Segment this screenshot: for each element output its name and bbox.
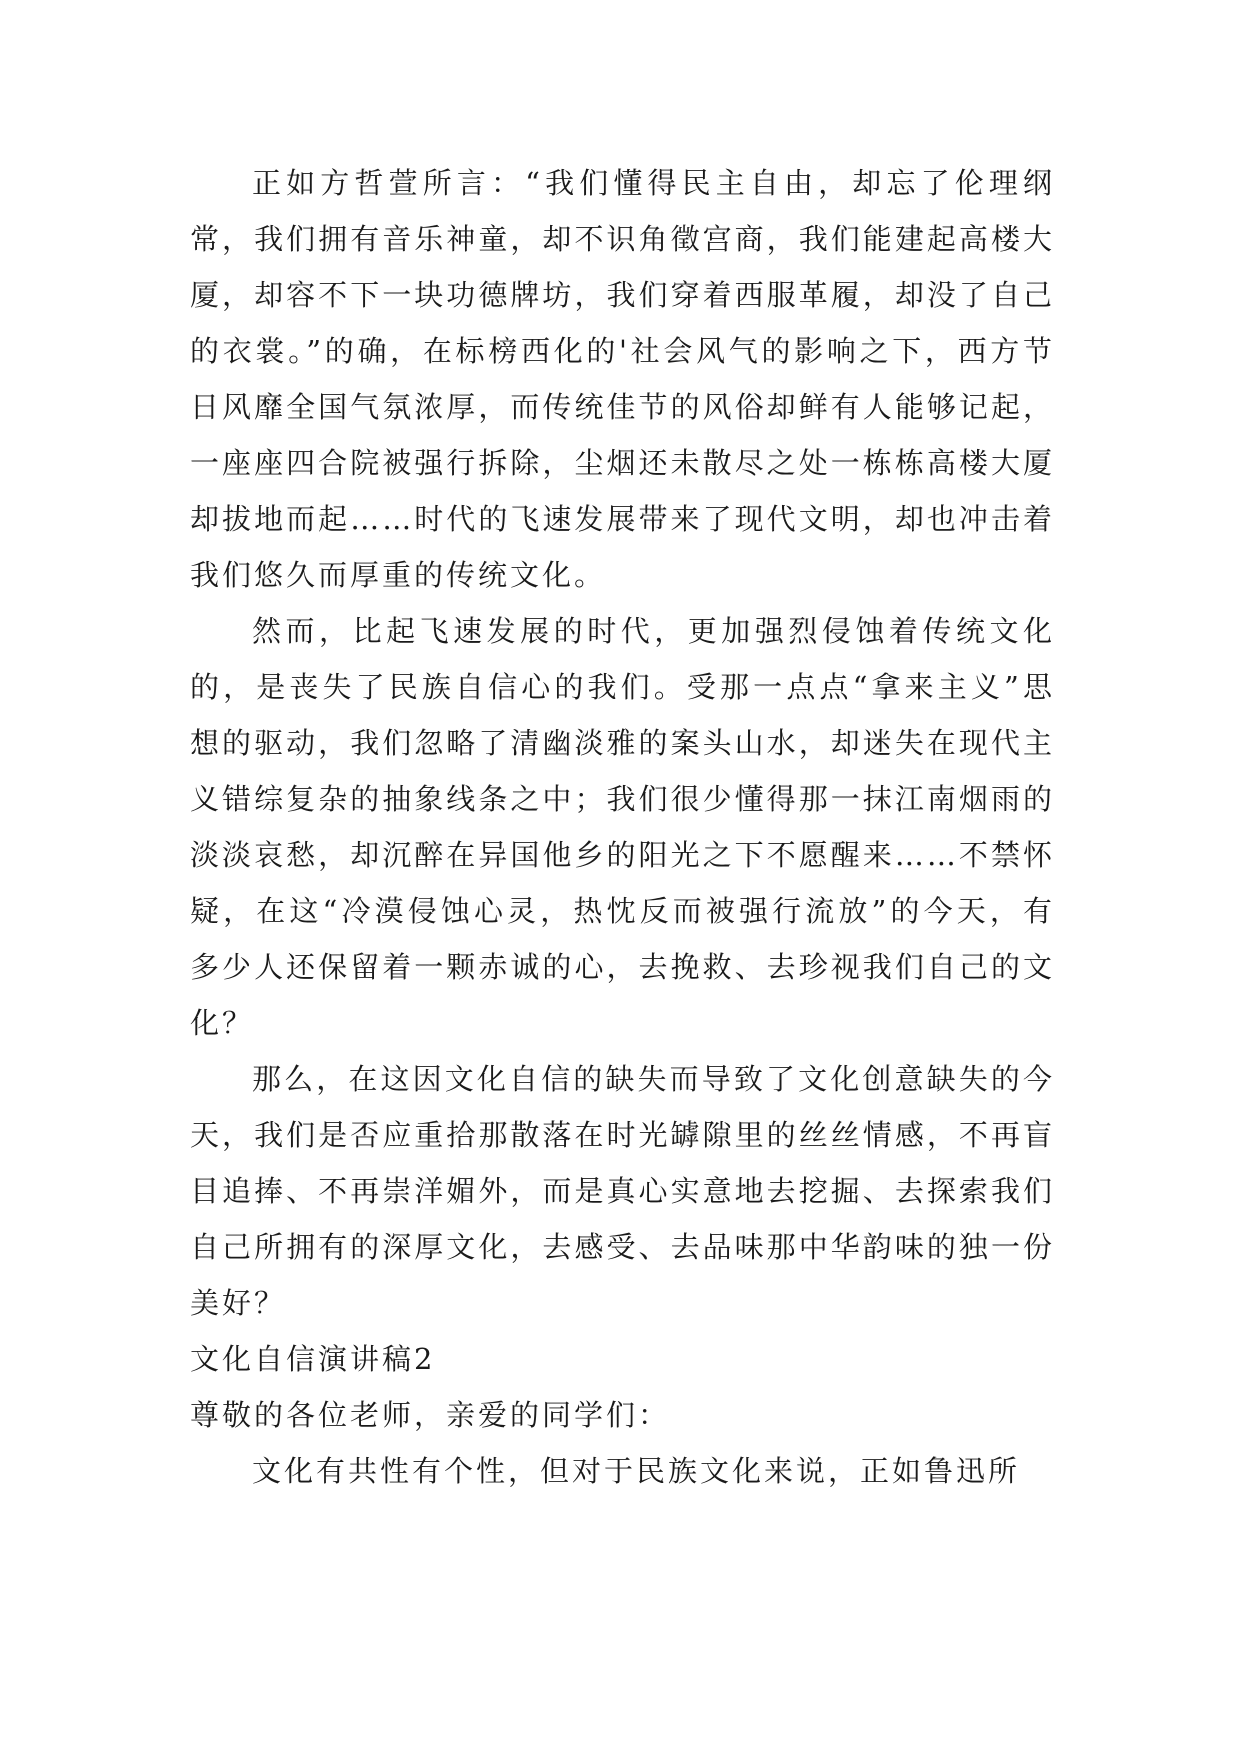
paragraph-3: 那么，在这因文化自信的缺失而导致了文化创意缺失的今天，我们是否应重拾那散落在时光罅隙里的丝丝情感，不再盲目追捧、不再崇洋媚外，而是真心实意地去挖掘、去探索我们自己所拥有的深厚文化，去感受、去品味那中华韵味的独一份美好？: [190, 1062, 1055, 1320]
document-page: [190, 155, 1055, 1499]
paragraph-1: 正如方哲萱所言：“我们懂得民主自由，却忘了伦理纲常，我们拥有音乐神童，却不识角徵宫商，我们能建起高楼大厦，却容不下一块功德牌坊，我们穿着西服革履，却没了自己的衣裳。”的确，在标榜西化的'社会风气的影响之下，西方节日风靡全国气氛浓厚，而传统佳节的风俗却鲜有人能够记起，一座座四合院被强行拆除，尘烟还未散尽之处一栋栋高楼大厦却拔地而起……时代的飞速发展带来了现代文明，却也冲击着我们悠久而厚重的传统文化。: [190, 166, 1055, 592]
paragraph-2: 然而，比起飞速发展的时代，更加强烈侵蚀着传统文化的，是丧失了民族自信心的我们。受那一点点“拿来主义”思想的驱动，我们忽略了清幽淡雅的案头山水，却迷失在现代主义错综复杂的抽象线条之中；我们很少懂得那一抹江南烟雨的淡淡哀愁，却沉醉在异国他乡的阳光之下不愿醒来……不禁怀疑，在这“冷漠侵蚀心灵，热忱反而被强行流放”的今天，有多少人还保留着一颗赤诚的心，去挽救、去珍视我们自己的文化？: [190, 614, 1055, 1040]
salutation: 尊敬的各位老师，亲爱的同学们：: [190, 1398, 671, 1432]
section-title: 文化自信演讲稿2: [190, 1342, 436, 1376]
paragraph-4: 文化有共性有个性，但对于民族文化来说，正如鲁迅所: [252, 1454, 1021, 1488]
